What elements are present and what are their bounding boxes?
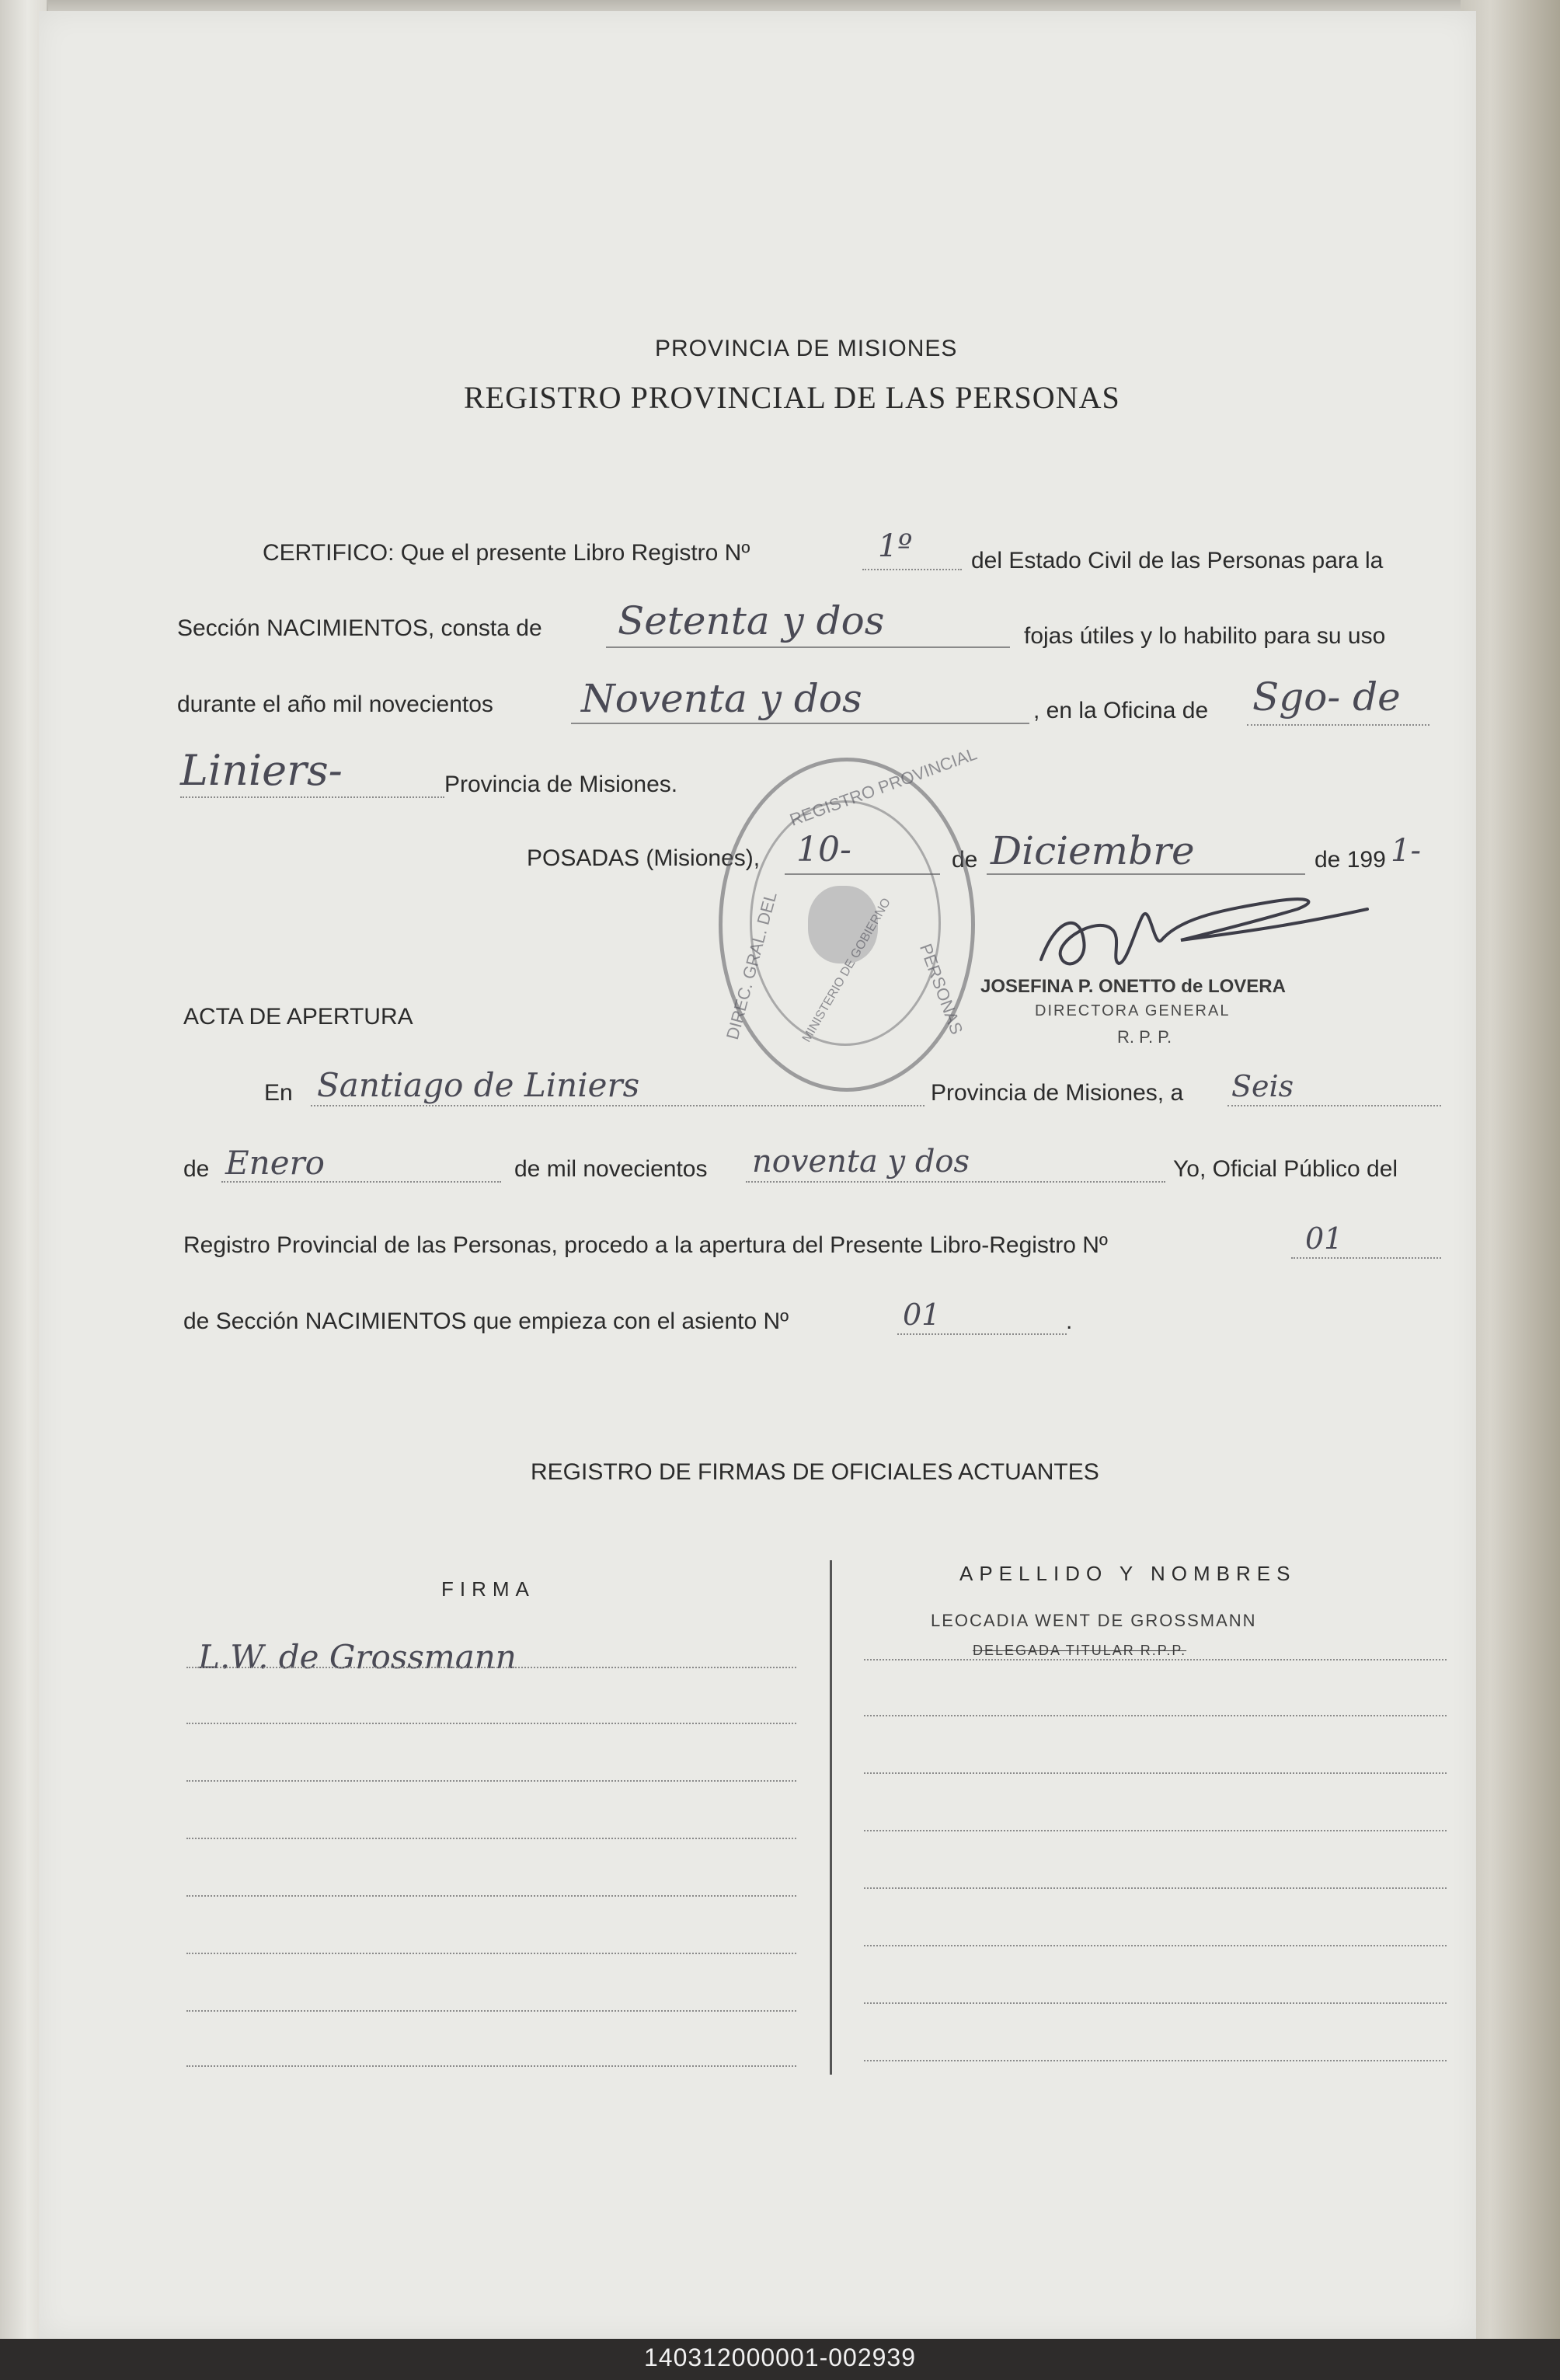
place-label: POSADAS (Misiones), xyxy=(527,845,761,871)
firma-line-8 xyxy=(186,2065,796,2067)
cert-line1-start: CERTIFICO: Que el presente Libro Registro Nº xyxy=(263,540,750,566)
registry-heading: REGISTRO PROVINCIAL DE LAS PERSONAS xyxy=(464,380,1120,415)
column-divider xyxy=(830,1560,832,2075)
signatory-name: JOSEFINA P. ONETTO de LOVERA xyxy=(980,976,1286,997)
acta-title: ACTA DE APERTURA xyxy=(183,1004,413,1030)
firma-line-4 xyxy=(186,1838,796,1839)
day-handwritten: 10- xyxy=(796,830,851,869)
acta-place-handwritten: Santiago de Liniers xyxy=(317,1066,640,1104)
stamp-text-right: PERSONAS xyxy=(915,941,967,1037)
nombre-line-5 xyxy=(864,1887,1447,1889)
acta-l3: Registro Provincial de las Personas, procedo a la apertura del Presente Libro-Registro Nº xyxy=(183,1232,1108,1258)
firma-line-6 xyxy=(186,1953,796,1954)
firma-handwritten: L.W. de Grossmann xyxy=(198,1638,517,1676)
pages-handwritten: Setenta y dos xyxy=(618,598,885,643)
pages-line xyxy=(606,646,1010,648)
de-label-1: de xyxy=(952,847,978,873)
year-prefix: de 199 xyxy=(1315,847,1386,873)
month-line xyxy=(987,873,1305,875)
acta-year-handwritten: noventa y dos xyxy=(752,1144,970,1180)
cert-line2-start: Sección NACIMIENTOS, consta de xyxy=(177,615,542,641)
cert-line1-end: del Estado Civil de las Personas para la xyxy=(971,548,1384,573)
acta-year-line xyxy=(746,1181,1165,1183)
stamp-text-inner: MINISTERIO DE GOBIERNO xyxy=(799,896,893,1045)
firma-line-1 xyxy=(186,1667,796,1668)
office-line-2 xyxy=(180,796,444,798)
province-heading: PROVINCIA DE MISIONES xyxy=(655,336,958,361)
year-line xyxy=(571,723,1029,724)
acta-book-handwritten: 01 xyxy=(1305,1221,1343,1256)
firmas-title: REGISTRO DE FIRMAS DE OFICIALES ACTUANTES xyxy=(531,1459,1099,1485)
office-handwritten-1: Sgo- de xyxy=(1252,674,1401,720)
office-handwritten-2: Liniers- xyxy=(180,746,343,795)
nombre-line-4 xyxy=(864,1830,1447,1831)
book-number-handwritten: 1º xyxy=(878,528,913,564)
firma-line-3 xyxy=(186,1780,796,1782)
acta-l1-end: Provincia de Misiones, a xyxy=(931,1080,1184,1106)
cert-line3-start: durante el año mil novecientos xyxy=(177,692,493,717)
col-nombres-header: APELLIDO Y NOMBRES xyxy=(959,1562,1297,1585)
nombre-line-1 xyxy=(864,1659,1447,1660)
director-signature xyxy=(1025,886,1391,987)
acta-l1-start: En xyxy=(264,1080,293,1106)
acta-l4: de Sección NACIMIENTOS que empieza con el asiento Nº xyxy=(183,1308,789,1334)
signatory-office: R. P. P. xyxy=(1117,1027,1172,1047)
cert-line4: Provincia de Misiones. xyxy=(444,772,678,797)
nombre-line-2 xyxy=(864,1715,1447,1716)
acta-book-line xyxy=(1291,1257,1441,1259)
acta-place-line xyxy=(311,1105,925,1106)
year-suffix-handwritten: 1- xyxy=(1391,833,1421,869)
acta-month-handwritten: Enero xyxy=(225,1144,325,1182)
firma-line-7 xyxy=(186,2010,796,2012)
month-handwritten: Diciembre xyxy=(991,828,1195,873)
acta-l2-end: Yo, Oficial Público del xyxy=(1173,1156,1398,1182)
office-line-1 xyxy=(1247,724,1429,726)
nombre-line-7 xyxy=(864,2002,1447,2004)
year-handwritten: Noventa y dos xyxy=(581,676,862,721)
cert-line3-end: , en la Oficina de xyxy=(1033,698,1209,723)
acta-entry-line xyxy=(897,1333,1067,1335)
acta-l2-mid: de mil novecientos xyxy=(514,1156,708,1182)
firma-line-2 xyxy=(186,1723,796,1724)
stamp-text-top: REGISTRO PROVINCIAL xyxy=(787,744,980,830)
firma-line-5 xyxy=(186,1895,796,1897)
nombre-line-3 xyxy=(864,1772,1447,1774)
col-firma-header: FIRMA xyxy=(441,1577,535,1601)
acta-l4-end: . xyxy=(1066,1308,1073,1334)
image-caption: 140312000001-002939 xyxy=(644,2343,916,2371)
acta-day-line xyxy=(1227,1105,1441,1106)
cert-line2-end: fojas útiles y lo habilito para su uso xyxy=(1024,623,1386,649)
book-number-line xyxy=(862,569,962,570)
cargo-stamped: DELEGADA TITULAR R.P.P. xyxy=(973,1643,1187,1658)
acta-day-handwritten: Seis xyxy=(1231,1069,1294,1103)
signatory-title: DIRECTORA GENERAL xyxy=(1035,1002,1231,1019)
nombre-stamped: LEOCADIA WENT DE GROSSMANN xyxy=(931,1611,1257,1630)
acta-entry-handwritten: 01 xyxy=(903,1298,941,1332)
stamp-text-left: DIREC. GRAL. DEL xyxy=(722,890,781,1042)
acta-l2-start: de xyxy=(183,1156,210,1182)
nombre-line-8 xyxy=(864,2060,1447,2061)
nombre-line-6 xyxy=(864,1945,1447,1946)
